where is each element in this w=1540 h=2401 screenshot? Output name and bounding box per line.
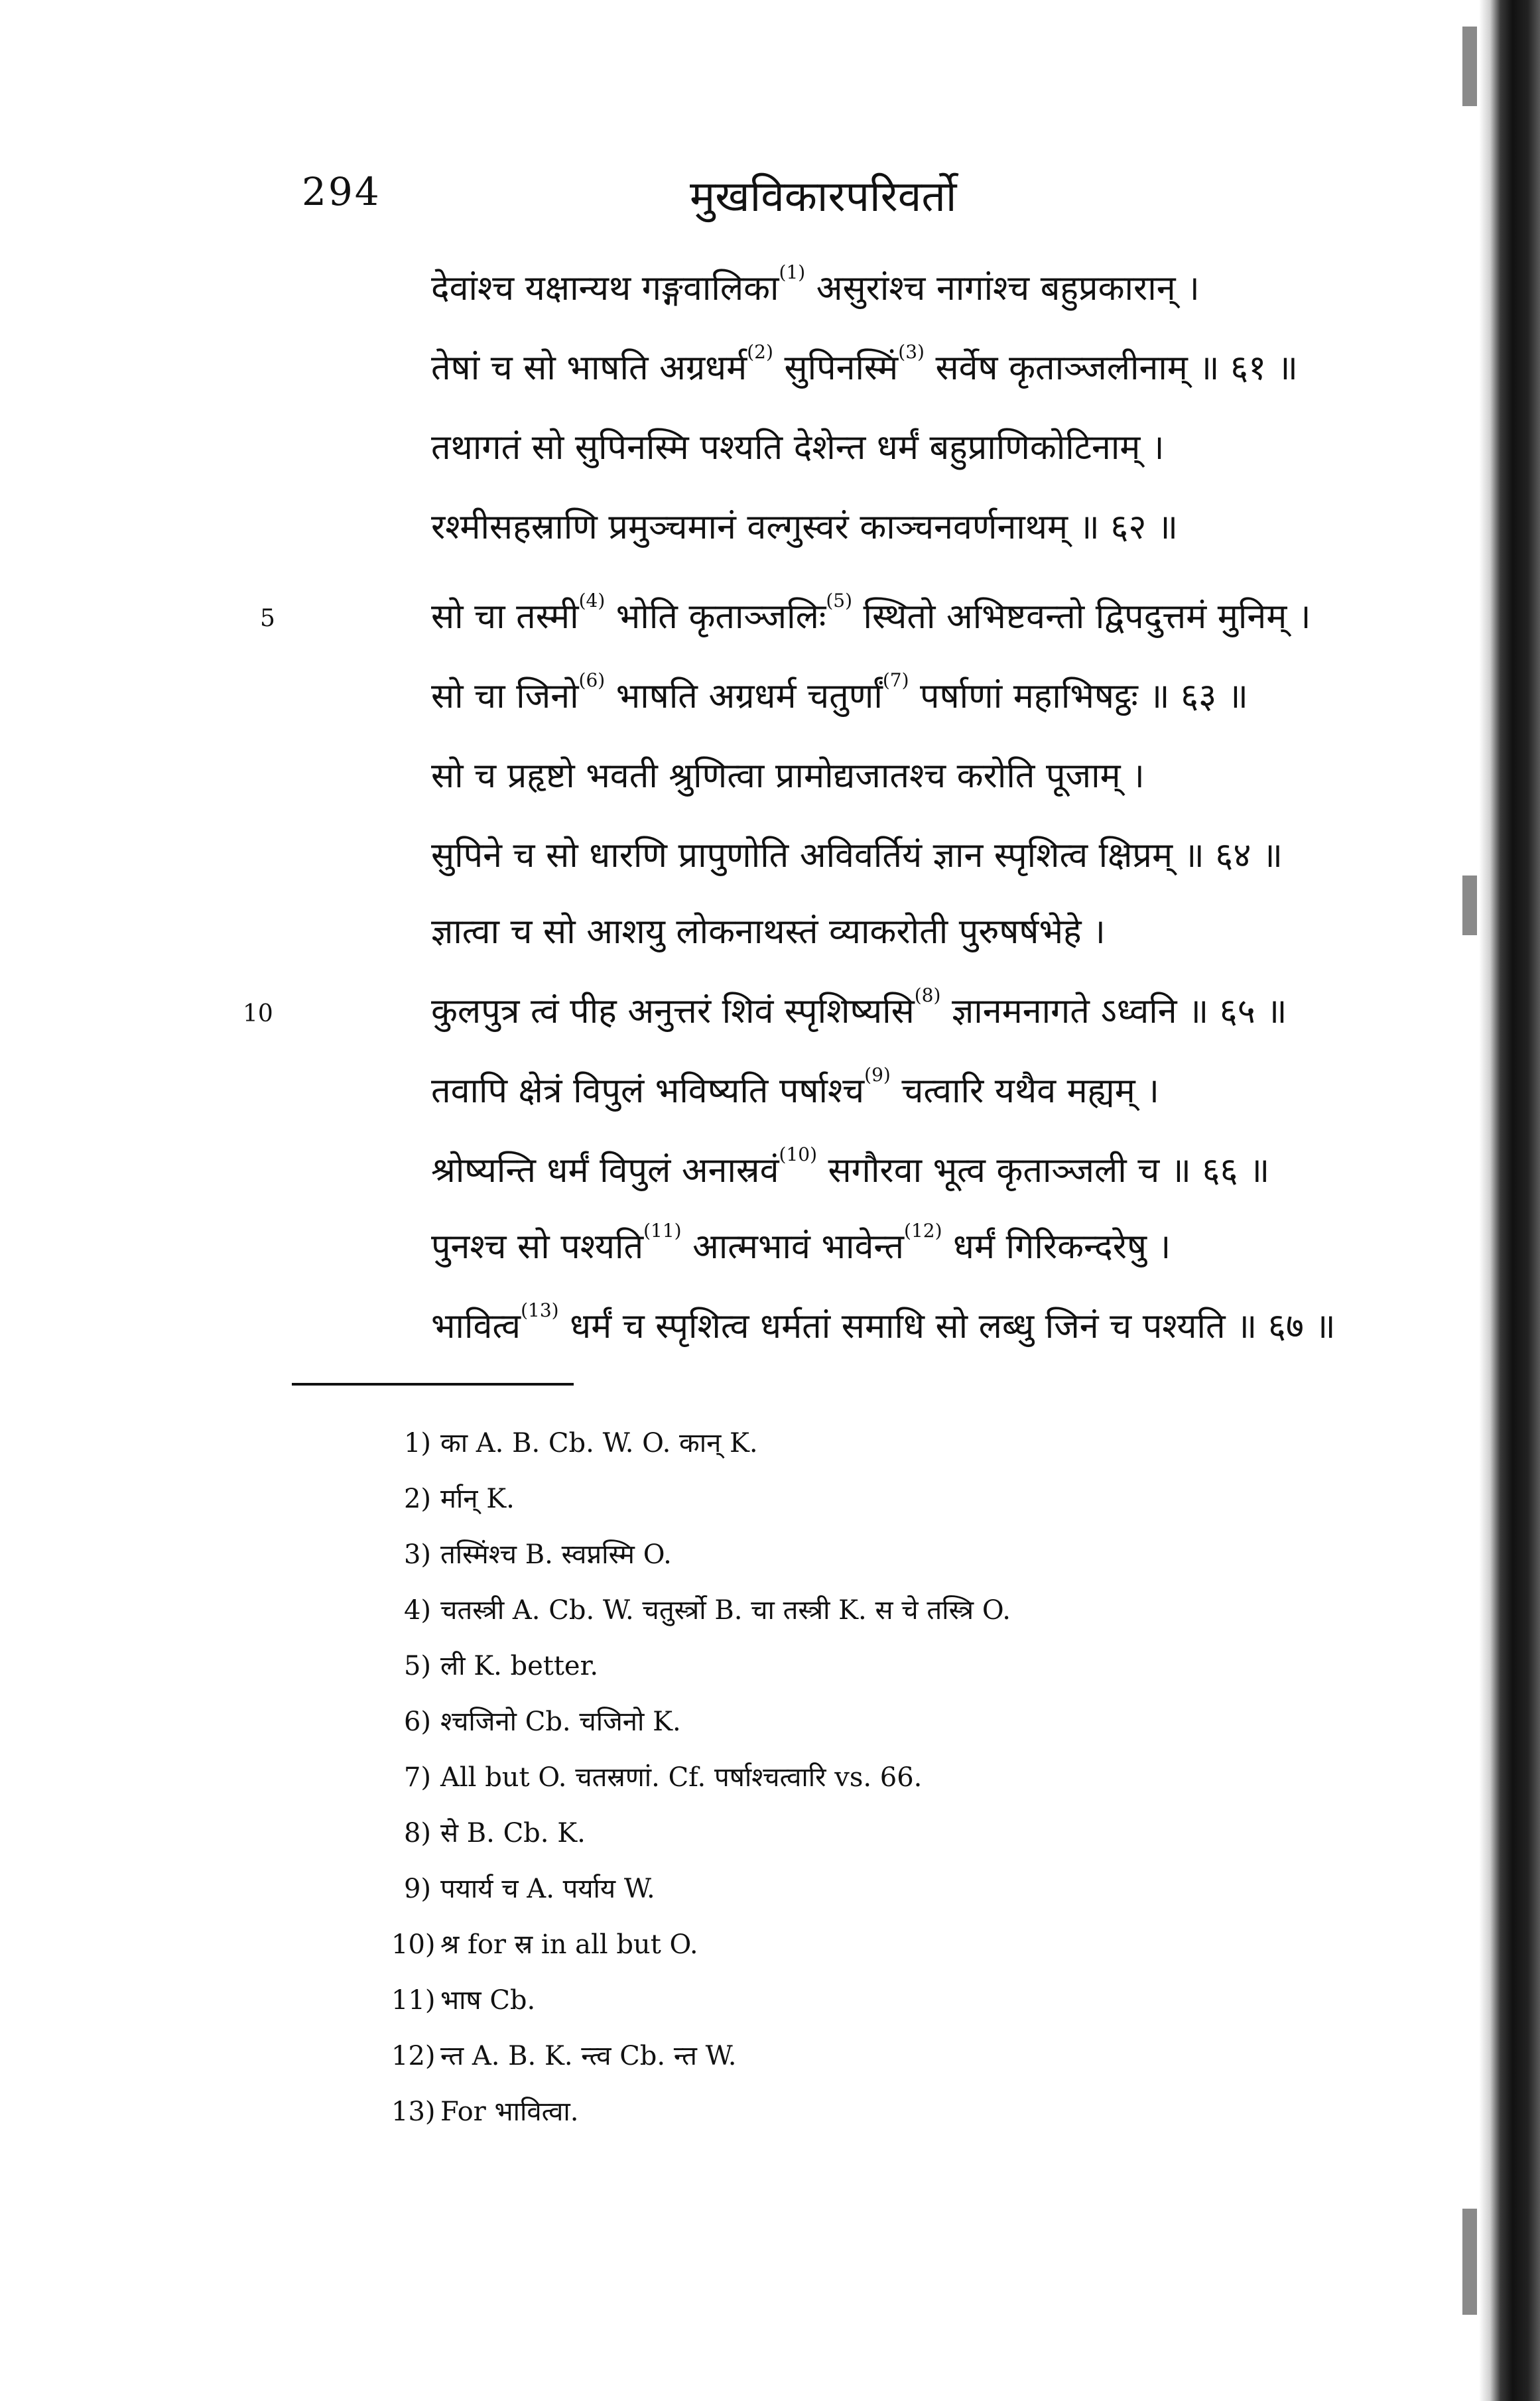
footnote-marker: (2): [747, 341, 773, 363]
page-edge-shadow: [1479, 0, 1540, 2401]
verse-text: तवापि क्षेत्रं विपुलं भविष्यति पर्षाश्च: [431, 1071, 865, 1111]
footnote-text: का A. B. Cb. W. O. कान् K.: [440, 1428, 758, 1459]
page-edge-speck: [1462, 2209, 1477, 2315]
footnote-number: 10): [391, 1929, 436, 1960]
verse-line: [431, 669, 1248, 725]
footnote-number: 6): [403, 1707, 431, 1737]
footnote: [391, 1648, 598, 1685]
footnote-marker: (1): [779, 261, 806, 283]
verse-text: तथागतं सो सुपिनस्मि पश्यति देशेन्त धर्मं बहुप्राणिकोटिनाम् ।: [431, 428, 1165, 468]
footnote-number: 9): [403, 1874, 431, 1904]
footnote-text: से B. Cb. K.: [440, 1818, 586, 1849]
footnote-text: न्त A. B. K. न्त्व Cb. न्त W.: [440, 2041, 737, 2071]
running-title: मुखविकारपरिवर्तो: [690, 172, 957, 222]
footnote: [391, 1815, 586, 1852]
footnote-number: 3): [403, 1539, 431, 1570]
verse-line: [431, 261, 1200, 317]
verse-line: [431, 341, 1298, 397]
footnote-marker: (8): [914, 984, 941, 1006]
footnote: [391, 1870, 655, 1908]
footnote-text: ली K. better.: [440, 1651, 599, 1681]
footnote-number: 1): [403, 1428, 431, 1459]
verse-text: भोति कृताञ्जलिः: [605, 597, 826, 637]
verse-text: तेषां च सो भाषति अग्रधर्म: [431, 348, 747, 388]
verse-line: [431, 909, 1106, 955]
footnote-text: श्चजिनो Cb. चजिनो K.: [440, 1707, 681, 1737]
page-edge-speck: [1462, 876, 1477, 935]
footnote-marker: (3): [898, 341, 925, 363]
verse-text: ज्ञानमनागते ऽध्वनि ॥ ६५ ॥: [940, 992, 1287, 1031]
verse-text: चत्वारि यथैव मह्यम् ।: [890, 1071, 1159, 1111]
footnote-text: र्मान् K.: [440, 1484, 515, 1514]
footnote-text: श्र for स्र in all but O.: [440, 1929, 698, 1960]
verse-text: पर्षाणां महाभिषट्ठः ॥ ६३ ॥: [909, 677, 1248, 716]
footnote-number: 13): [391, 2097, 436, 2127]
footnote: [391, 1926, 698, 1963]
footnote-text: For भावित्वा.: [440, 2097, 579, 2127]
verse-text: भावित्व: [431, 1307, 521, 1346]
verse-text: पुनश्च सो पश्यति: [431, 1227, 644, 1267]
verse-line: [431, 590, 1311, 645]
verse-line: [431, 1220, 1171, 1275]
verse-text: भाषति अग्रधर्म चतुर्णां: [605, 677, 883, 716]
footnote-number: 12): [391, 2041, 436, 2071]
verse-text: सुपिनस्मिं: [773, 348, 899, 388]
verse-text: ज्ञात्वा च सो आशयु लोकनाथस्तं व्याकरोती पुरुषर्षभेहे ।: [431, 912, 1106, 952]
verse-text: सो चा तस्मी: [431, 597, 579, 637]
verse-line: [431, 1143, 1270, 1199]
verse-text: आत्मभावं भावेन्त: [681, 1227, 905, 1267]
footnote-text: All but O. चतस्रणां. Cf. पर्षाश्चत्वारि vs. 66.: [440, 1762, 923, 1793]
page-number: 294: [302, 169, 381, 214]
verse-text: सर्वेष कृताञ्जलीनाम् ॥ ६१ ॥: [924, 348, 1298, 388]
footnote: [391, 1982, 535, 2019]
verse-text: रश्मीसहस्राणि प्रमुञ्चमानं वल्गुस्वरं काञ्चनवर्णनाथम् ॥ ६२ ॥: [431, 507, 1179, 547]
footnote-marker: (7): [882, 669, 909, 691]
verse-text: सो चा जिनो: [431, 677, 579, 716]
footnote-rule: [292, 1383, 574, 1386]
verse-text: धर्मं गिरिकन्दरेषु ।: [942, 1227, 1171, 1267]
verse-text: देवांश्च यक्षान्यथ गङ्गवालिका: [431, 269, 779, 308]
line-number-5: 5: [260, 605, 275, 632]
footnote: [391, 1425, 758, 1462]
footnote-number: 2): [403, 1484, 431, 1514]
footnote: [391, 1703, 681, 1740]
footnote-text: चतस्त्री A. Cb. W. चतुर्स्त्रो B. चा तस्त्री K. स चे तस्त्रि O.: [440, 1595, 1011, 1626]
footnote-marker: (5): [826, 590, 852, 612]
verse-text: असुरांश्च नागांश्च बहुप्रकारान् ।: [805, 269, 1200, 308]
verse-text: श्रोष्यन्ति धर्मं विपुलं अनास्रवं: [431, 1151, 779, 1191]
verse-line: [431, 1299, 1336, 1355]
verse-text: सगौरवा भूत्व कृताञ्जली च ॥ ६६ ॥: [817, 1151, 1270, 1191]
footnote-marker: (13): [521, 1299, 559, 1321]
footnote-number: 5): [403, 1651, 431, 1681]
verse-text: सुपिने च सो धारणि प्रापुणोति अविवर्तियं ज्ञान स्पृशित्व क्षिप्रम् ॥ ६४ ॥: [431, 836, 1283, 876]
verse-text: स्थितो अभिष्टवन्तो द्विपदुत्तमं मुनिम् ।: [852, 597, 1311, 637]
footnote-marker: (10): [779, 1143, 817, 1165]
footnote-number: 11): [391, 1985, 436, 2016]
footnote-marker: (11): [643, 1220, 682, 1242]
footnote-marker: (9): [864, 1064, 891, 1086]
footnote-marker: (4): [578, 590, 606, 612]
footnote: [391, 1536, 672, 1573]
verse-line: [431, 1064, 1159, 1120]
verse-line: [431, 984, 1287, 1040]
verse-text: सो च प्रहृष्टो भवती श्रुणित्वा प्रामोद्यजातश्च करोति पूजाम् ।: [431, 756, 1145, 796]
verse-line: [431, 504, 1178, 551]
footnote-number: 8): [403, 1818, 431, 1849]
footnote: [391, 1592, 1011, 1629]
line-number-10: 10: [243, 1000, 273, 1027]
footnote-number: 4): [403, 1595, 431, 1626]
footnote: [391, 1480, 515, 1518]
footnote: [391, 1759, 922, 1796]
footnote: [391, 2038, 737, 2075]
page-edge-speck: [1462, 27, 1477, 106]
footnote-text: भाष Cb.: [440, 1985, 536, 2016]
footnote-number: 7): [403, 1762, 431, 1793]
verse-text: कुलपुत्र त्वं पीह अनुत्तरं शिवं स्पृशिष्यसि: [431, 992, 915, 1031]
verse-line: [431, 753, 1145, 799]
footnote: [391, 2093, 578, 2130]
footnote-marker: (12): [904, 1220, 942, 1242]
footnote-text: पयार्य च A. पर्याय W.: [440, 1874, 655, 1904]
verse-line: [431, 832, 1283, 879]
verse-text: धर्मं च स्पृशित्व धर्मतां समाधि सो लब्धु जिनं च पश्यति ॥ ६७ ॥: [558, 1307, 1336, 1346]
verse-line: [431, 424, 1165, 471]
footnote-text: तस्मिंश्च B. स्वप्नस्मि O.: [440, 1539, 672, 1570]
footnote-marker: (6): [578, 669, 606, 691]
